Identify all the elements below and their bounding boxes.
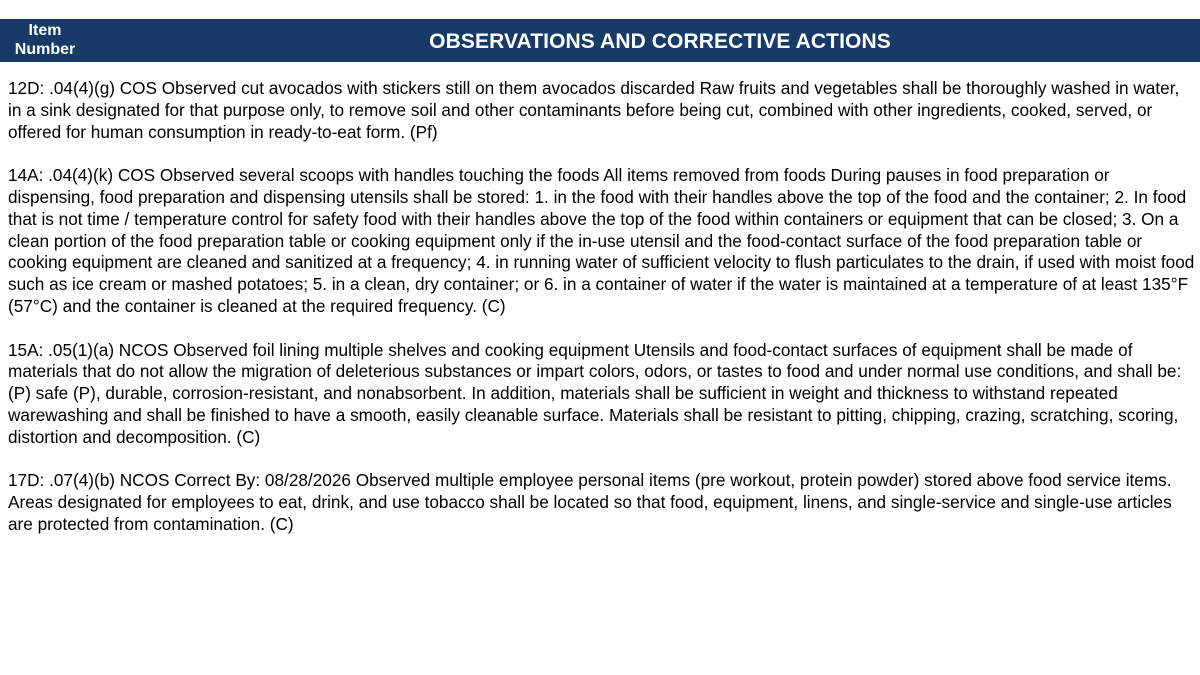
item-number-column-header: Item Number: [14, 22, 76, 58]
observation-item: 17D: .07(4)(b) NCOS Correct By: 08/28/2026 Observed multiple employee personal items (pre workout, protein powder) stored above food service items. Areas designated for employees to eat, drink, and use tobacco shall be located so that food, equipment, linens, and single-service and single-use articles are protected from contamination. (C): [8, 470, 1172, 534]
observation-item: 14A: .04(4)(k) COS Observed several scoops with handles touching the foods All items removed from foods During pauses in food preparation or dispensing, food preparation and dispensing utensils shall be stored: 1. in the food with their handles above the top of the food and the container; 2. In food that is not time / temperature control for safety food with their handles above the top of the food within containers or equipment that can be closed; 3. On a clean portion of the food preparation table or cooking equipment only if the in-use utensil and the food-contact surface of the food preparation table or cooking equipment are cleaned and sanitized at a frequency; 4. in running water of sufficient velocity to flush particulates to the drain, if used with moist food such as ice cream or mashed potatoes; 5. in a clean, dry container; or 6. in a container of water if the water is maintained at a temperature of at least 135°F (57°C) and the container is cleaned at the required frequency. (C): [8, 165, 1195, 316]
observation-item: 12D: .04(4)(g) COS Observed cut avocados with stickers still on them avocados discarded Raw fruits and vegetables shall be thoroughly washed in water, in a sink designated for that purpose only, to remove soil and other contaminants before being cut, combined with other ingredients, cooked, served, or offered for human consumption in ready-to-eat form. (Pf): [8, 78, 1180, 142]
observations-list: [8, 78, 1196, 558]
observations-column-header: OBSERVATIONS AND CORRECTIVE ACTIONS: [429, 30, 891, 53]
table-header: [0, 19, 1200, 62]
observation-item: 15A: .05(1)(a) NCOS Observed foil lining multiple shelves and cooking equipment Utensils and food-contact surfaces of equipment shall be made of materials that do not allow the migration of deleterious substances or impart colors, odors, or tastes to food and under normal use conditions, and shall be: (P) safe (P), durable, corrosion-resistant, and nonabsorbent. In addition, materials shall be sufficient in weight and thickness to withstand repeated warewashing and shall be finished to have a smooth, easily cleanable surface. Materials shall be resistant to pitting, chipping, crazing, scratching, scoring, distortion and decomposition. (C): [8, 339, 1182, 447]
